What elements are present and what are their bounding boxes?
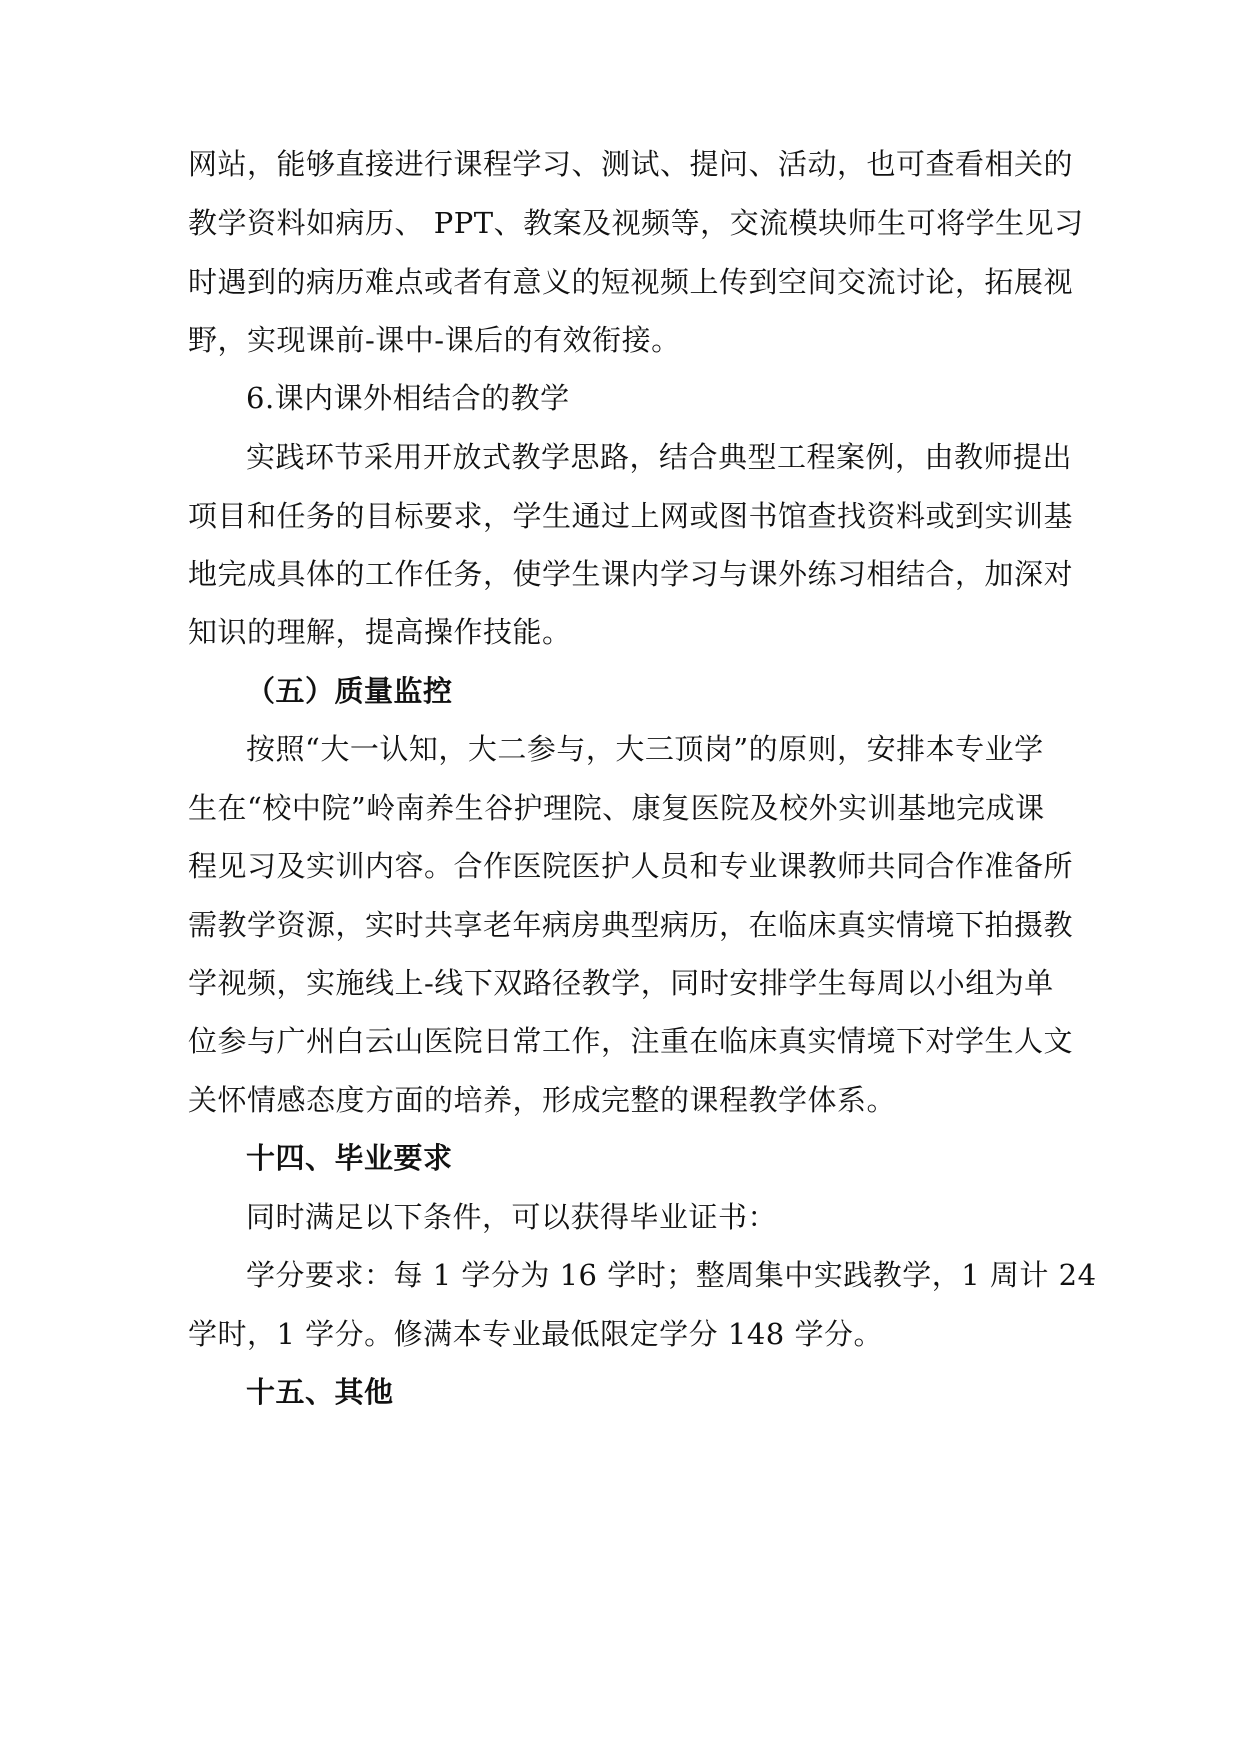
paragraph-line: 教学资料如病历、 PPT、教案及视频等，交流模块师生可将学生见习 — [188, 206, 1084, 240]
paragraph-line: 学视频，实施线上-线下双路径教学，同时安排学生每周以小组为单 — [188, 966, 1054, 1000]
paragraph-line: 学分要求：每 1 学分为 16 学时；整周集中实践教学，1 周计 24 — [246, 1258, 1097, 1292]
paragraph-line: 关怀情感态度方面的培养，形成完整的课程教学体系。 — [188, 1083, 897, 1117]
paragraph-line: 位参与广州白云山医院日常工作，注重在临床真实情境下对学生人文 — [188, 1024, 1074, 1058]
section-heading: 十五、其他 — [246, 1375, 394, 1409]
paragraph-line: 同时满足以下条件，可以获得毕业证书： — [246, 1200, 778, 1234]
paragraph-line: 按照“大一认知，大二参与，大三顶岗”的原则，安排本专业学 — [246, 732, 1044, 766]
paragraph-line: 知识的理解，提高操作技能。 — [188, 615, 572, 649]
paragraph-line: 生在“校中院”岭南养生谷护理院、康复医院及校外实训基地完成课 — [188, 791, 1045, 825]
paragraph-line: 时遇到的病历难点或者有意义的短视频上传到空间交流讨论，拓展视 — [188, 265, 1074, 299]
paragraph-line: 程见习及实训内容。合作医院医护人员和专业课教师共同合作准备所 — [188, 849, 1074, 883]
section-heading: 十四、毕业要求 — [246, 1141, 453, 1175]
subheading-line: 6.课内课外相结合的教学 — [246, 381, 570, 415]
paragraph-line: 地完成具体的工作任务，使学生课内学习与课外练习相结合，加深对 — [188, 557, 1074, 591]
section-heading: （五）质量监控 — [246, 674, 453, 708]
paragraph-line: 学时，1 学分。修满本专业最低限定学分 148 学分。 — [188, 1317, 883, 1351]
paragraph-line: 需教学资源，实时共享老年病房典型病历，在临床真实情境下拍摄教 — [188, 908, 1074, 942]
paragraph-line: 野，实现课前-课中-课后的有效衔接。 — [188, 323, 681, 357]
paragraph-line: 实践环节采用开放式教学思路，结合典型工程案例，由教师提出 — [246, 440, 1073, 474]
paragraph-line: 网站，能够直接进行课程学习、测试、提问、活动，也可查看相关的 — [188, 147, 1074, 181]
paragraph-line: 项目和任务的目标要求，学生通过上网或图书馆查找资料或到实训基 — [188, 499, 1074, 533]
